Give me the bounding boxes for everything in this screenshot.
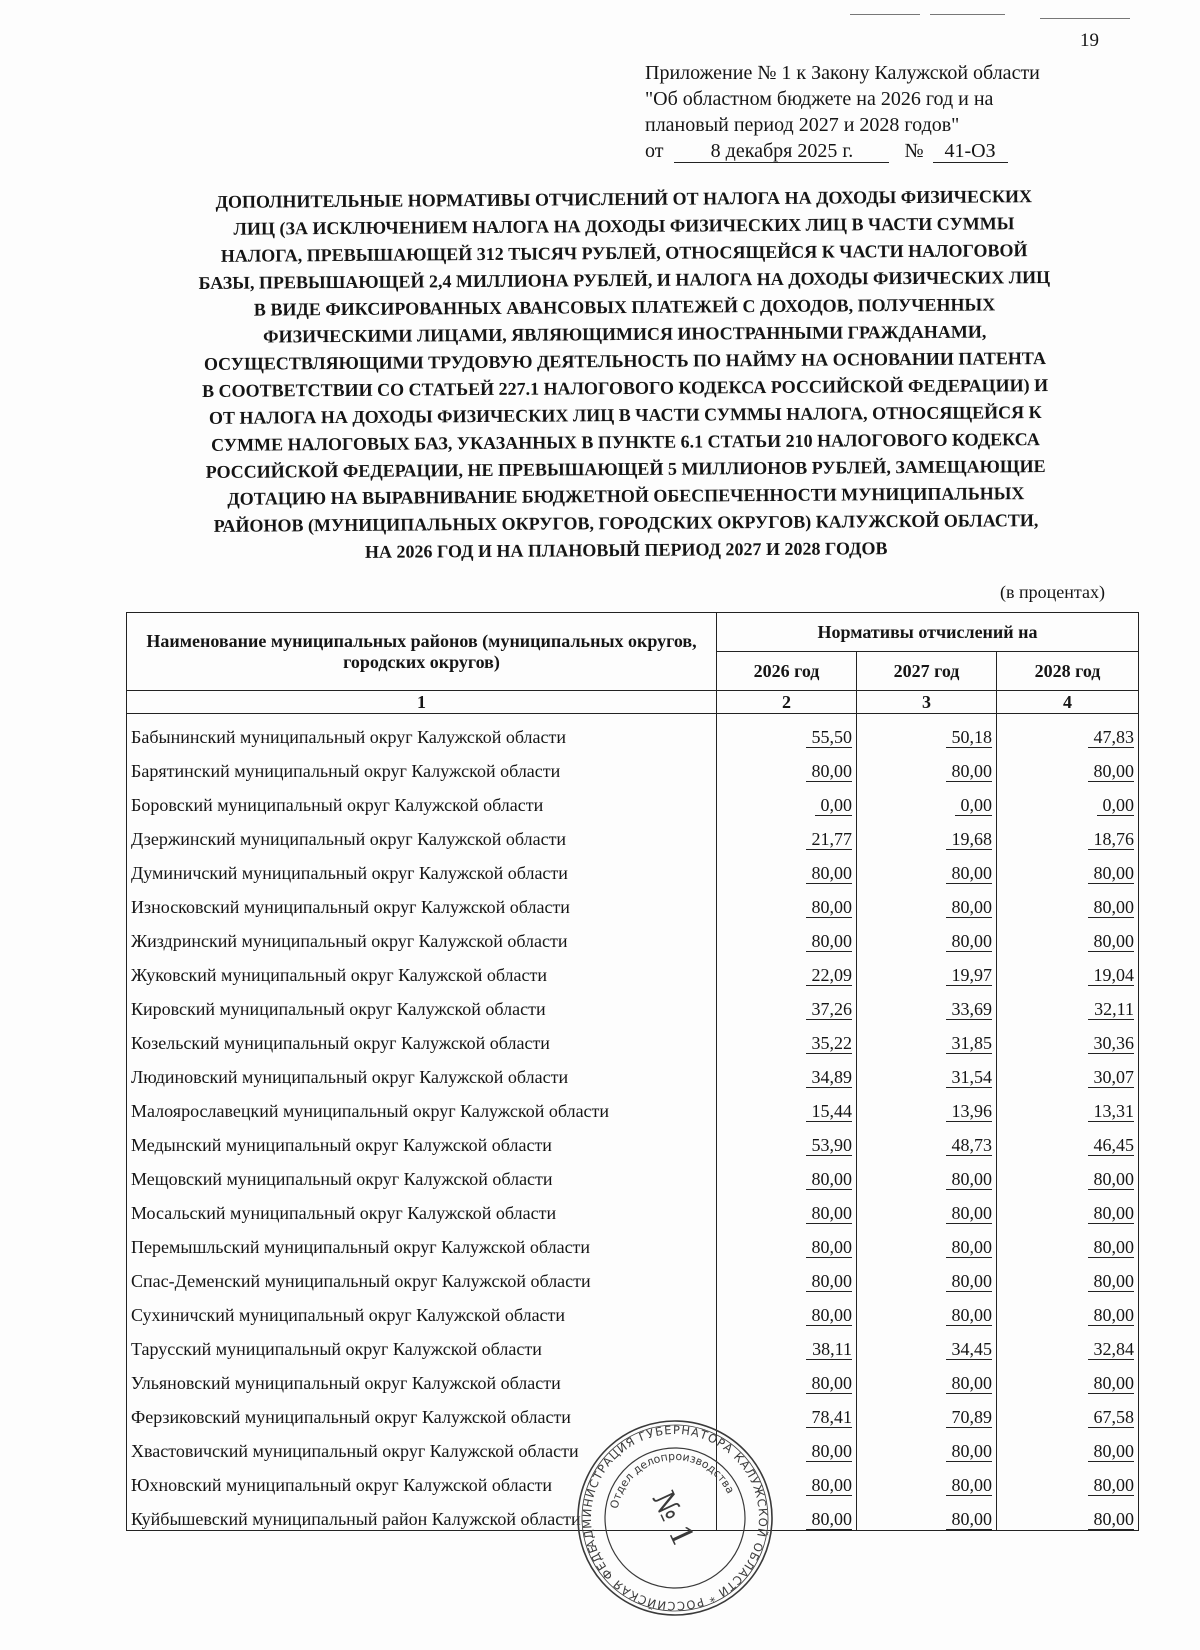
value-text: 80,00 <box>946 1271 993 1292</box>
value-2027 <box>857 1292 997 1326</box>
table-row <box>127 1088 1139 1122</box>
value-2028 <box>997 1496 1139 1531</box>
value-text: 80,00 <box>806 761 853 782</box>
value-text: 46,45 <box>1088 1135 1135 1156</box>
value-text: 80,00 <box>946 1237 993 1258</box>
municipality-name: Перемышльский муниципальный округ Калужской области <box>127 1224 717 1258</box>
stamp-ring-text: АДМИНИСТРАЦИЯ ГУБЕРНАТОРА КАЛУЖСКОЙ ОБЛАСТИ * РОССИЙСКАЯ ФЕДЕРАЦИЯ <box>579 1422 771 1614</box>
title-line: ДОПОЛНИТЕЛЬНЫЕ НОРМАТИВЫ ОТЧИСЛЕНИЙ ОТ НАЛОГА НА ДОХОДЫ ФИЗИЧЕСКИХ <box>215 186 1033 212</box>
document-title <box>129 183 1122 568</box>
municipality-name: Людиновский муниципальный округ Калужской области <box>127 1054 717 1088</box>
value-text: 80,00 <box>1088 1237 1135 1258</box>
value-2027 <box>857 1156 997 1190</box>
value-text: 0,00 <box>815 795 853 816</box>
table-row <box>127 1326 1139 1360</box>
title-line: БАЗЫ, ПРЕВЫШАЮЩЕЙ 2,4 МИЛЛИОНА РУБЛЕЙ, И НАЛОГА НА ДОХОДЫ ФИЗИЧЕСКИХ ЛИЦ <box>198 267 1051 293</box>
value-text: 80,00 <box>806 1271 853 1292</box>
value-text: 80,00 <box>1088 931 1135 952</box>
value-text: 32,84 <box>1088 1339 1135 1360</box>
municipality-name: Дзержинский муниципальный округ Калужской области <box>127 816 717 850</box>
value-2026 <box>717 1020 857 1054</box>
title-line: ЛИЦ (ЗА ИСКЛЮЧЕНИЕМ НАЛОГА НА ДОХОДЫ ФИЗИЧЕСКИХ ЛИЦ В ЧАСТИ СУММЫ <box>233 213 1015 239</box>
value-text: 38,11 <box>806 1339 852 1360</box>
table-row <box>127 714 1139 749</box>
table-row <box>127 1428 1139 1462</box>
title-line: ФИЗИЧЕСКИМИ ЛИЦАМИ, ЯВЛЯЮЩИМИСЯ ИНОСТРАННЫМИ ГРАЖДАНАМИ, <box>263 321 987 347</box>
table-row <box>127 884 1139 918</box>
value-text: 80,00 <box>1088 1305 1135 1326</box>
value-2028 <box>997 1360 1139 1394</box>
year-header: 2027 год <box>857 652 997 691</box>
value-2026 <box>717 952 857 986</box>
units-note: (в процентах) <box>1000 582 1105 602</box>
title-line: В СООТВЕТСТВИИ СО СТАТЬЕЙ 227.1 НАЛОГОВОГО КОДЕКСА РОССИЙСКОЙ ФЕДЕРАЦИИ) И <box>202 375 1049 401</box>
value-text: 80,00 <box>806 931 853 952</box>
value-2027 <box>857 1428 997 1462</box>
value-2026 <box>717 748 857 782</box>
top-scan-line <box>1040 18 1130 19</box>
value-text: 80,00 <box>946 863 993 884</box>
title-line: НАЛОГА, ПРЕВЫШАЮЩЕЙ 312 ТЫСЯЧ РУБЛЕЙ, ОТНОСЯЩЕЙСЯ К ЧАСТИ НАЛОГОВОЙ <box>220 240 1028 266</box>
value-2027 <box>857 884 997 918</box>
value-text: 80,00 <box>806 863 853 884</box>
value-text: 80,00 <box>946 1373 993 1394</box>
value-2027 <box>857 952 997 986</box>
value-text: 80,00 <box>806 1441 853 1462</box>
table-row <box>127 1496 1139 1531</box>
value-2028 <box>997 1224 1139 1258</box>
value-2026 <box>717 918 857 952</box>
value-2026 <box>717 1326 857 1360</box>
value-text: 80,00 <box>1088 897 1135 918</box>
value-2026 <box>717 850 857 884</box>
name-column-header: Наименование муниципальных районов (муниципальных округов, городских округов) <box>127 613 717 691</box>
value-text: 15,44 <box>806 1101 853 1122</box>
value-2026 <box>717 1190 857 1224</box>
value-2026 <box>717 714 857 749</box>
title-line: ОСУЩЕСТВЛЯЮЩИМИ ТРУДОВУЮ ДЕЯТЕЛЬНОСТЬ ПО НАЙМУ НА ОСНОВАНИИ ПАТЕНТА <box>203 348 1046 374</box>
municipality-name: Барятинский муниципальный округ Калужской области <box>127 748 717 782</box>
value-text: 80,00 <box>806 1169 853 1190</box>
value-text: 55,50 <box>806 727 853 748</box>
value-text: 80,00 <box>1088 761 1135 782</box>
value-2028 <box>997 1292 1139 1326</box>
value-text: 78,41 <box>806 1407 853 1428</box>
stamp-center-text: № 1 <box>644 1485 701 1553</box>
value-2028 <box>997 816 1139 850</box>
norms-table <box>126 612 1139 1531</box>
value-2026 <box>717 986 857 1020</box>
value-text: 0,00 <box>1097 795 1135 816</box>
table-row <box>127 1054 1139 1088</box>
value-2028 <box>997 1428 1139 1462</box>
value-text: 0,00 <box>955 795 993 816</box>
value-2028 <box>997 1088 1139 1122</box>
value-2027 <box>857 1088 997 1122</box>
value-text: 80,00 <box>946 1509 993 1530</box>
column-number: 1 <box>127 691 717 714</box>
value-text: 80,00 <box>806 1509 853 1530</box>
municipality-name: Тарусский муниципальный округ Калужской области <box>127 1326 717 1360</box>
table-row <box>127 918 1139 952</box>
from-label: от <box>645 140 664 162</box>
column-number: 4 <box>997 691 1139 714</box>
header-line: плановый период 2027 и 2028 годов" <box>645 114 960 136</box>
municipality-name: Думиничский муниципальный округ Калужской области <box>127 850 717 884</box>
value-2027 <box>857 1258 997 1292</box>
value-2028 <box>997 1326 1139 1360</box>
value-2026 <box>717 1224 857 1258</box>
value-2028 <box>997 714 1139 749</box>
value-text: 80,00 <box>806 1373 853 1394</box>
value-2028 <box>997 884 1139 918</box>
value-text: 34,45 <box>946 1339 993 1360</box>
table-row <box>127 748 1139 782</box>
value-text: 47,83 <box>1088 727 1135 748</box>
municipality-name: Хвастовичский муниципальный округ Калужской области <box>127 1428 717 1462</box>
value-text: 80,00 <box>946 1441 993 1462</box>
year-header: 2028 год <box>997 652 1139 691</box>
value-2028 <box>997 1258 1139 1292</box>
value-2027 <box>857 918 997 952</box>
value-text: 80,00 <box>806 1305 853 1326</box>
value-2027 <box>857 714 997 749</box>
value-text: 80,00 <box>806 1475 853 1496</box>
law-date: 8 декабря 2025 г. <box>674 140 889 163</box>
value-2028 <box>997 1462 1139 1496</box>
value-text: 80,00 <box>946 1475 993 1496</box>
value-2028 <box>997 1122 1139 1156</box>
value-text: 22,09 <box>806 965 853 986</box>
value-2028 <box>997 748 1139 782</box>
law-date-line <box>645 138 1115 164</box>
value-text: 13,96 <box>946 1101 993 1122</box>
page-number: 19 <box>1080 30 1099 51</box>
value-2026 <box>717 1122 857 1156</box>
municipality-name: Сухиничский муниципальный округ Калужской области <box>127 1292 717 1326</box>
value-2028 <box>997 782 1139 816</box>
municipality-name: Боровский муниципальный округ Калужской области <box>127 782 717 816</box>
law-number: 41-ОЗ <box>933 140 1008 163</box>
column-number: 2 <box>717 691 857 714</box>
value-text: 34,89 <box>806 1067 853 1088</box>
number-label: № <box>904 140 924 162</box>
value-2027 <box>857 1496 997 1531</box>
top-scan-line <box>850 14 920 15</box>
value-text: 80,00 <box>806 1237 853 1258</box>
header-line: "Об областном бюджете на 2026 год и на <box>645 88 994 110</box>
value-2026 <box>717 1394 857 1428</box>
value-2027 <box>857 1224 997 1258</box>
municipality-name: Ульяновский муниципальный округ Калужской области <box>127 1360 717 1394</box>
value-text: 80,00 <box>946 897 993 918</box>
value-text: 35,22 <box>806 1033 853 1054</box>
value-text: 53,90 <box>806 1135 853 1156</box>
value-2027 <box>857 1190 997 1224</box>
table-row <box>127 1292 1139 1326</box>
value-text: 80,00 <box>1088 1509 1135 1530</box>
title-line: НА 2026 ГОД И НА ПЛАНОВЫЙ ПЕРИОД 2027 И 2028 ГОДОВ <box>364 538 888 562</box>
value-2027 <box>857 748 997 782</box>
value-text: 31,54 <box>946 1067 993 1088</box>
municipality-name: Кировский муниципальный округ Калужской области <box>127 986 717 1020</box>
value-text: 80,00 <box>946 1203 993 1224</box>
title-line: РАЙОНОВ (МУНИЦИПАЛЬНЫХ ОКРУГОВ, ГОРОДСКИХ ОКРУГОВ) КАЛУЖСКОЙ ОБЛАСТИ, <box>213 510 1039 536</box>
value-text: 80,00 <box>1088 1169 1135 1190</box>
value-text: 37,26 <box>806 999 853 1020</box>
value-text: 19,04 <box>1088 965 1135 986</box>
table-row <box>127 1394 1139 1428</box>
municipality-name: Юхновский муниципальный округ Калужской области <box>127 1462 717 1496</box>
municipality-name: Медынский муниципальный округ Калужской области <box>127 1122 717 1156</box>
value-2027 <box>857 1122 997 1156</box>
value-text: 80,00 <box>806 897 853 918</box>
table-row <box>127 986 1139 1020</box>
municipality-name: Жиздринский муниципальный округ Калужской области <box>127 918 717 952</box>
value-2028 <box>997 1054 1139 1088</box>
value-2028 <box>997 1156 1139 1190</box>
value-text: 80,00 <box>946 931 993 952</box>
value-text: 19,97 <box>946 965 993 986</box>
year-header: 2026 год <box>717 652 857 691</box>
value-2026 <box>717 1088 857 1122</box>
table-row <box>127 1190 1139 1224</box>
value-2028 <box>997 1020 1139 1054</box>
table-row <box>127 1360 1139 1394</box>
value-2028 <box>997 918 1139 952</box>
value-2026 <box>717 1258 857 1292</box>
value-2028 <box>997 1190 1139 1224</box>
value-2027 <box>857 816 997 850</box>
municipality-name: Куйбышевский муниципальный район Калужской области <box>127 1496 717 1531</box>
table-row <box>127 1224 1139 1258</box>
value-text: 21,77 <box>806 829 853 850</box>
value-text: 80,00 <box>1088 863 1135 884</box>
value-text: 80,00 <box>946 1169 993 1190</box>
value-text: 80,00 <box>1088 1475 1135 1496</box>
top-scan-line <box>930 14 1005 15</box>
municipality-name: Спас-Деменский муниципальный округ Калужской области <box>127 1258 717 1292</box>
value-text: 80,00 <box>1088 1373 1135 1394</box>
municipality-name: Мещовский муниципальный округ Калужской области <box>127 1156 717 1190</box>
value-text: 32,11 <box>1088 999 1134 1020</box>
value-2028 <box>997 952 1139 986</box>
value-text: 80,00 <box>1088 1271 1135 1292</box>
value-2026 <box>717 816 857 850</box>
value-2026 <box>717 1428 857 1462</box>
table-row <box>127 1258 1139 1292</box>
value-2026 <box>717 1054 857 1088</box>
stamp-inner-text: Отдел делопроизводства <box>607 1449 737 1510</box>
norms-group-header: Нормативы отчислений на <box>717 613 1139 652</box>
value-2028 <box>997 850 1139 884</box>
value-text: 80,00 <box>1088 1441 1135 1462</box>
value-text: 30,36 <box>1088 1033 1135 1054</box>
value-2028 <box>997 1394 1139 1428</box>
value-2026 <box>717 1496 857 1531</box>
value-text: 67,58 <box>1088 1407 1135 1428</box>
value-2027 <box>857 1462 997 1496</box>
title-line: РОССИЙСКОЙ ФЕДЕРАЦИИ, НЕ ПРЕВЫШАЮЩЕЙ 5 МИЛЛИОНОВ РУБЛЕЙ, ЗАМЕЩАЮЩИЕ <box>205 456 1046 482</box>
municipality-name: Бабынинский муниципальный округ Калужской области <box>127 714 717 749</box>
value-2026 <box>717 1156 857 1190</box>
value-2027 <box>857 782 997 816</box>
title-line: СУММЕ НАЛОГОВЫХ БАЗ, УКАЗАННЫХ В ПУНКТЕ 6.1 СТАТЬИ 210 НАЛОГОВОГО КОДЕКСА <box>211 429 1040 455</box>
title-line: В ВИДЕ ФИКСИРОВАННЫХ АВАНСОВЫХ ПЛАТЕЖЕЙ С ДОХОДОВ, ПОЛУЧЕННЫХ <box>253 294 996 320</box>
value-2027 <box>857 850 997 884</box>
table-row <box>127 1020 1139 1054</box>
value-text: 50,18 <box>946 727 993 748</box>
municipality-name: Козельский муниципальный округ Калужской области <box>127 1020 717 1054</box>
municipality-name: Износковский муниципальный округ Калужской области <box>127 884 717 918</box>
value-text: 80,00 <box>946 1305 993 1326</box>
value-2026 <box>717 782 857 816</box>
table-row <box>127 850 1139 884</box>
table-row <box>127 816 1139 850</box>
value-2026 <box>717 1360 857 1394</box>
table-row <box>127 1156 1139 1190</box>
value-text: 18,76 <box>1088 829 1135 850</box>
value-text: 80,00 <box>1088 1203 1135 1224</box>
municipality-name: Жуковский муниципальный округ Калужской области <box>127 952 717 986</box>
value-2027 <box>857 1360 997 1394</box>
value-2027 <box>857 1394 997 1428</box>
value-text: 80,00 <box>806 1203 853 1224</box>
table-row <box>127 782 1139 816</box>
table-row <box>127 952 1139 986</box>
title-line: ДОТАЦИЮ НА ВЫРАВНИВАНИЕ БЮДЖЕТНОЙ ОБЕСПЕЧЕННОСТИ МУНИЦИПАЛЬНЫХ <box>227 483 1025 509</box>
value-text: 30,07 <box>1088 1067 1135 1088</box>
value-text: 33,69 <box>946 999 993 1020</box>
appendix-header <box>645 60 1115 164</box>
value-text: 80,00 <box>946 761 993 782</box>
table-row <box>127 1462 1139 1496</box>
value-text: 19,68 <box>946 829 993 850</box>
value-2026 <box>717 1292 857 1326</box>
column-number: 3 <box>857 691 997 714</box>
header-line: Приложение № 1 к Закону Калужской области <box>645 62 1040 84</box>
value-2027 <box>857 1326 997 1360</box>
value-2027 <box>857 1054 997 1088</box>
value-2026 <box>717 1462 857 1496</box>
value-2026 <box>717 884 857 918</box>
value-2027 <box>857 986 997 1020</box>
municipality-name: Мосальский муниципальный округ Калужской области <box>127 1190 717 1224</box>
value-text: 13,31 <box>1088 1101 1135 1122</box>
title-line: ОТ НАЛОГА НА ДОХОДЫ ФИЗИЧЕСКИХ ЛИЦ В ЧАСТИ СУММЫ НАЛОГА, ОТНОСЯЩЕЙСЯ К <box>208 402 1042 428</box>
municipality-name: Малоярославецкий муниципальный округ Калужской области <box>127 1088 717 1122</box>
value-text: 70,89 <box>946 1407 993 1428</box>
municipality-name: Ферзиковский муниципальный округ Калужской области <box>127 1394 717 1428</box>
value-2027 <box>857 1020 997 1054</box>
table-row <box>127 1122 1139 1156</box>
value-2028 <box>997 986 1139 1020</box>
value-text: 48,73 <box>946 1135 993 1156</box>
value-text: 31,85 <box>946 1033 993 1054</box>
